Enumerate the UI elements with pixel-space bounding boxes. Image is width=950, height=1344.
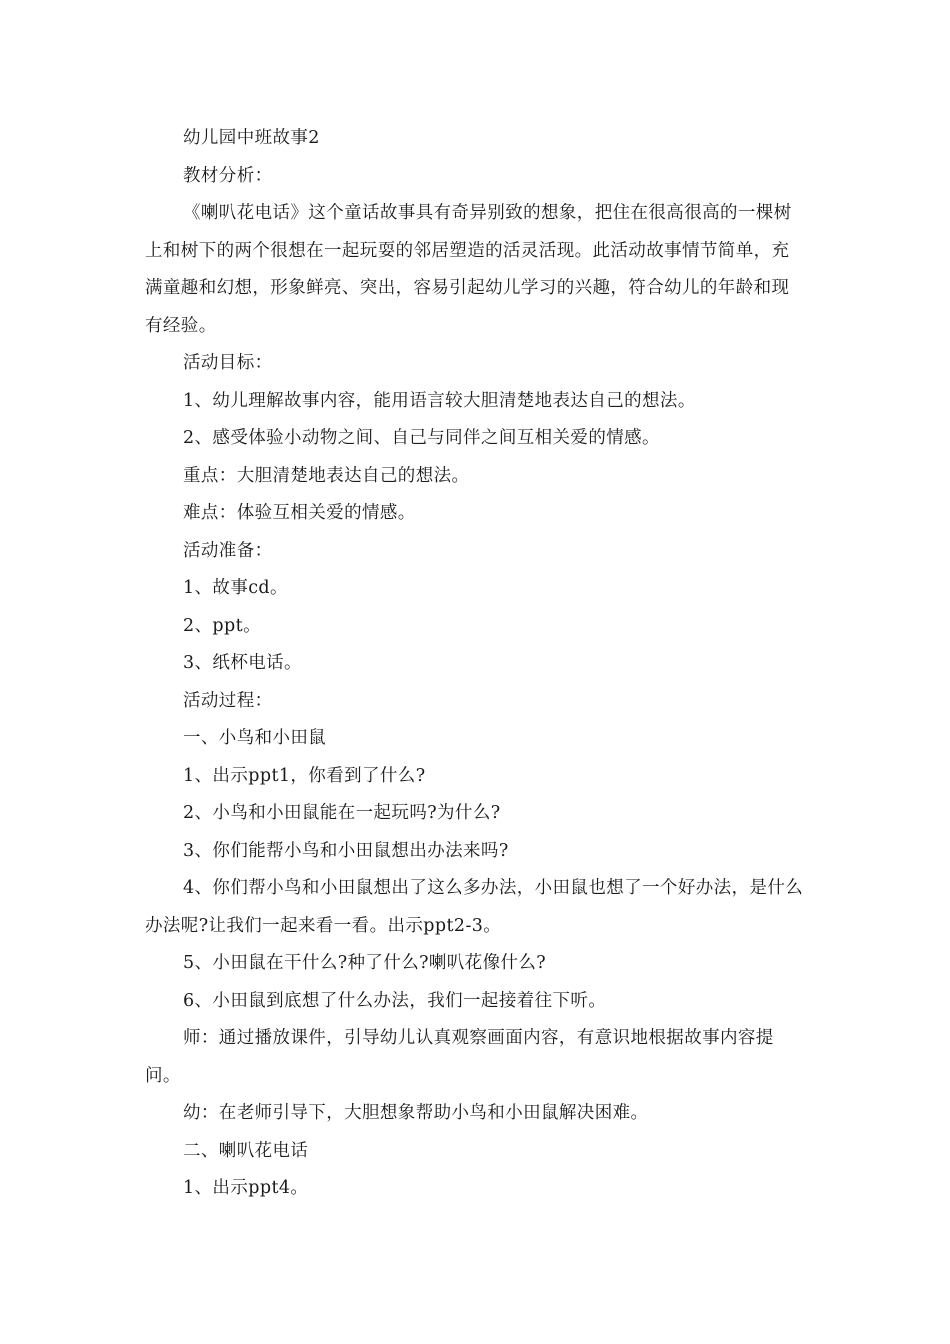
key-point: 重点：大胆清楚地表达自己的想法。: [183, 465, 470, 486]
difficult-point: 难点：体验互相关爱的情感。: [183, 503, 416, 523]
goal-item-1: 1、幼儿理解故事内容，能用语言较大胆清楚地表达自己的想法。: [183, 390, 696, 411]
preparation-item-3: 3、纸杯电话。: [183, 653, 302, 673]
process-part-2-step-1: 1、出示ppt4。: [183, 1178, 309, 1198]
section-heading-process: 活动过程：: [183, 690, 273, 711]
process-part-2-heading: 二、喇叭花电话: [183, 1140, 309, 1161]
section-heading-preparation: 活动准备：: [183, 540, 273, 561]
preparation-item-2: 2、ppt。: [183, 615, 261, 636]
doc-title: 幼儿园中班故事2: [183, 128, 320, 148]
material-analysis-text: 《喇叭花电话》这个童话故事具有奇异别致的想象，把住在很高很高的一棵树上和树下的两个很想在一起玩耍的邻居塑造的活灵活现。此活动故事情节简单，充满童趣和幻想，形象鲜亮、突出，容易引起幼儿学习的兴趣，符合幼儿的年龄和现有经验。: [145, 203, 792, 336]
section-heading-material-analysis: 教材分析：: [183, 165, 273, 186]
process-step-4: 4、你们帮小鸟和小田鼠想出了这么多办法，小田鼠也想了一个好办法，是什么办法呢?让我们一起来看一看。出示ppt2-3。: [145, 878, 804, 936]
document-body: [145, 120, 807, 1208]
process-step-5: 5、小田鼠在干什么?种了什么?喇叭花像什么?: [183, 953, 547, 973]
section-heading-goals: 活动目标：: [183, 353, 273, 373]
process-step-1: 1、出示ppt1，你看到了什么?: [183, 765, 426, 786]
process-step-3: 3、你们能帮小鸟和小田鼠想出办法来吗?: [183, 840, 509, 861]
process-step-6: 6、小田鼠到底想了什么办法，我们一起接着往下听。: [183, 990, 607, 1011]
goal-item-2: 2、感受体验小动物之间、自己与同伴之间互相关爱的情感。: [183, 428, 660, 448]
child-note: 幼：在老师引导下，大胆想象帮助小鸟和小田鼠解决困难。: [183, 1103, 649, 1123]
process-part-1-heading: 一、小鸟和小田鼠: [183, 728, 327, 748]
process-step-2: 2、小鸟和小田鼠能在一起玩吗?为什么?: [183, 803, 501, 823]
preparation-item-1: 1、故事cd。: [183, 578, 288, 598]
teacher-note: 师：通过播放课件，引导幼儿认真观察画面内容，有意识地根据故事内容提问。: [145, 1028, 774, 1086]
